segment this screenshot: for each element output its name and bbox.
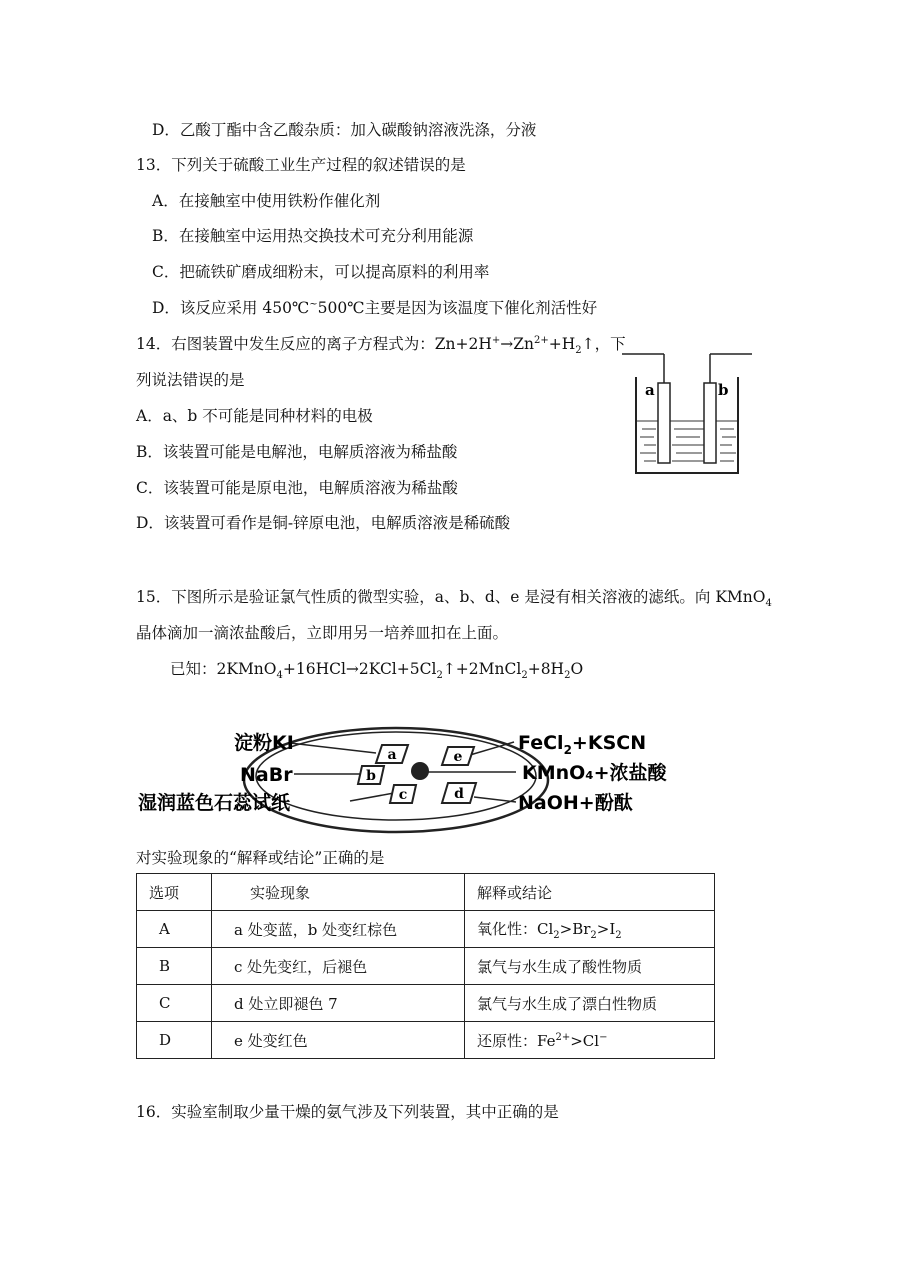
row-option: A bbox=[137, 911, 212, 948]
svg-text:a: a bbox=[387, 747, 397, 763]
label-fecl2-kscn: FeCl$_2$+KSCN bbox=[518, 732, 647, 757]
row-option: C bbox=[137, 985, 212, 1022]
table-row bbox=[137, 1022, 715, 1059]
paper-a bbox=[376, 745, 408, 763]
table-header-row bbox=[137, 874, 715, 911]
q15-stem-cont: 晶体滴加一滴浓盐酸后，立即用另一培养皿扣在上面。 bbox=[136, 624, 509, 642]
row-conclusion: 氯气与水生成了酸性物质 bbox=[465, 948, 715, 985]
kmno4-crystal bbox=[411, 762, 429, 780]
q14-option-b: B．该装置可能是电解池，电解质溶液为稀盐酸 bbox=[136, 443, 458, 461]
q13-option-c: C．把硫铁矿磨成细粉末，可以提高原料的利用率 bbox=[152, 263, 490, 281]
label-litmus: 湿润蓝色石蕊试纸 bbox=[138, 792, 291, 814]
q15-answer-table bbox=[136, 873, 715, 1059]
label-nabr: NaBr bbox=[240, 764, 293, 786]
q13-option-b: B．在接触室中运用热交换技术可充分利用能源 bbox=[152, 227, 474, 245]
svg-text:c: c bbox=[398, 787, 408, 803]
table-row bbox=[137, 948, 715, 985]
q14-option-c: C．该装置可能是原电池，电解质溶液为稀盐酸 bbox=[136, 479, 458, 497]
q15-stem: 15．下图所示是验证氯气性质的微型实验，a、b、d、e 是浸有相关溶液的滤纸。向 KMnO$_4$ bbox=[136, 588, 772, 610]
q13-option-d: D．该反应采用 450℃~500℃主要是因为该温度下催化剂活性好 bbox=[152, 298, 598, 317]
row-option: B bbox=[137, 948, 212, 985]
row-phenomenon: c 处先变红，后褪色 bbox=[212, 948, 465, 985]
electrode-a bbox=[658, 383, 670, 463]
header-conclusion: 解释或结论 bbox=[465, 874, 715, 911]
q14-stem-cont: 列说法错误的是 bbox=[136, 371, 245, 389]
electrode-b bbox=[704, 383, 716, 463]
q15-question: 对实验现象的“解释或结论”正确的是 bbox=[136, 849, 385, 867]
q14-option-d: D．该装置可看作是铜-锌原电池，电解质溶液是稀硫酸 bbox=[136, 514, 511, 532]
q15-dish-figure bbox=[130, 715, 670, 835]
row-conclusion: 还原性：$Fe^{2+}>Cl^-$ bbox=[465, 1022, 715, 1059]
q13-stem: 13．下列关于硫酸工业生产过程的叙述错误的是 bbox=[136, 156, 466, 174]
svg-text:e: e bbox=[453, 749, 463, 765]
electrode-b-label: b bbox=[718, 381, 729, 399]
q14-option-a: A．a、b 不可能是同种材料的电极 bbox=[136, 407, 373, 425]
electrode-a-label: a bbox=[645, 381, 655, 399]
paper-d bbox=[442, 783, 476, 803]
header-option: 选项 bbox=[137, 874, 212, 911]
svg-text:b: b bbox=[366, 768, 376, 784]
paper-b bbox=[358, 766, 384, 784]
q13-option-a: A．在接触室中使用铁粉作催化剂 bbox=[152, 192, 381, 210]
paper-e bbox=[442, 747, 474, 765]
header-phenomenon: 实验现象 bbox=[212, 874, 465, 911]
row-conclusion: 氯气与水生成了漂白性物质 bbox=[465, 985, 715, 1022]
q15-known-equation: 已知：$2KMnO_4+16HCl\to 2KCl+5Cl_2↑+2MnCl_2+8H_2O$ bbox=[170, 660, 584, 682]
row-phenomenon: d 处立即褪色 7 bbox=[212, 985, 465, 1022]
row-conclusion: 氧化性：$Cl_2>Br_2>I_2$ bbox=[465, 911, 715, 948]
label-starch-ki: 淀粉KI bbox=[234, 732, 294, 754]
table-row bbox=[137, 985, 715, 1022]
q14-stem: 14．右图装置中发生反应的离子方程式为：$Zn+2H^+\to Zn^{2+}+H_2↑$，下 bbox=[136, 334, 626, 357]
q12-option-d: D．乙酸丁酯中含乙酸杂质：加入碳酸钠溶液洗涤，分液 bbox=[152, 121, 537, 139]
paper-c bbox=[390, 785, 416, 803]
row-phenomenon: e 处变红色 bbox=[212, 1022, 465, 1059]
row-phenomenon: a 处变蓝，b 处变红棕色 bbox=[212, 911, 465, 948]
q14-cell-figure bbox=[620, 345, 755, 475]
label-kmno4-hcl: KMnO₄+浓盐酸 bbox=[522, 762, 667, 784]
table-row bbox=[137, 911, 715, 948]
label-naoh-phenol: NaOH+酚酞 bbox=[518, 792, 633, 814]
svg-text:d: d bbox=[454, 786, 464, 802]
row-option: D bbox=[137, 1022, 212, 1059]
q16-stem: 16．实验室制取少量干燥的氨气涉及下列装置，其中正确的是 bbox=[136, 1103, 559, 1121]
